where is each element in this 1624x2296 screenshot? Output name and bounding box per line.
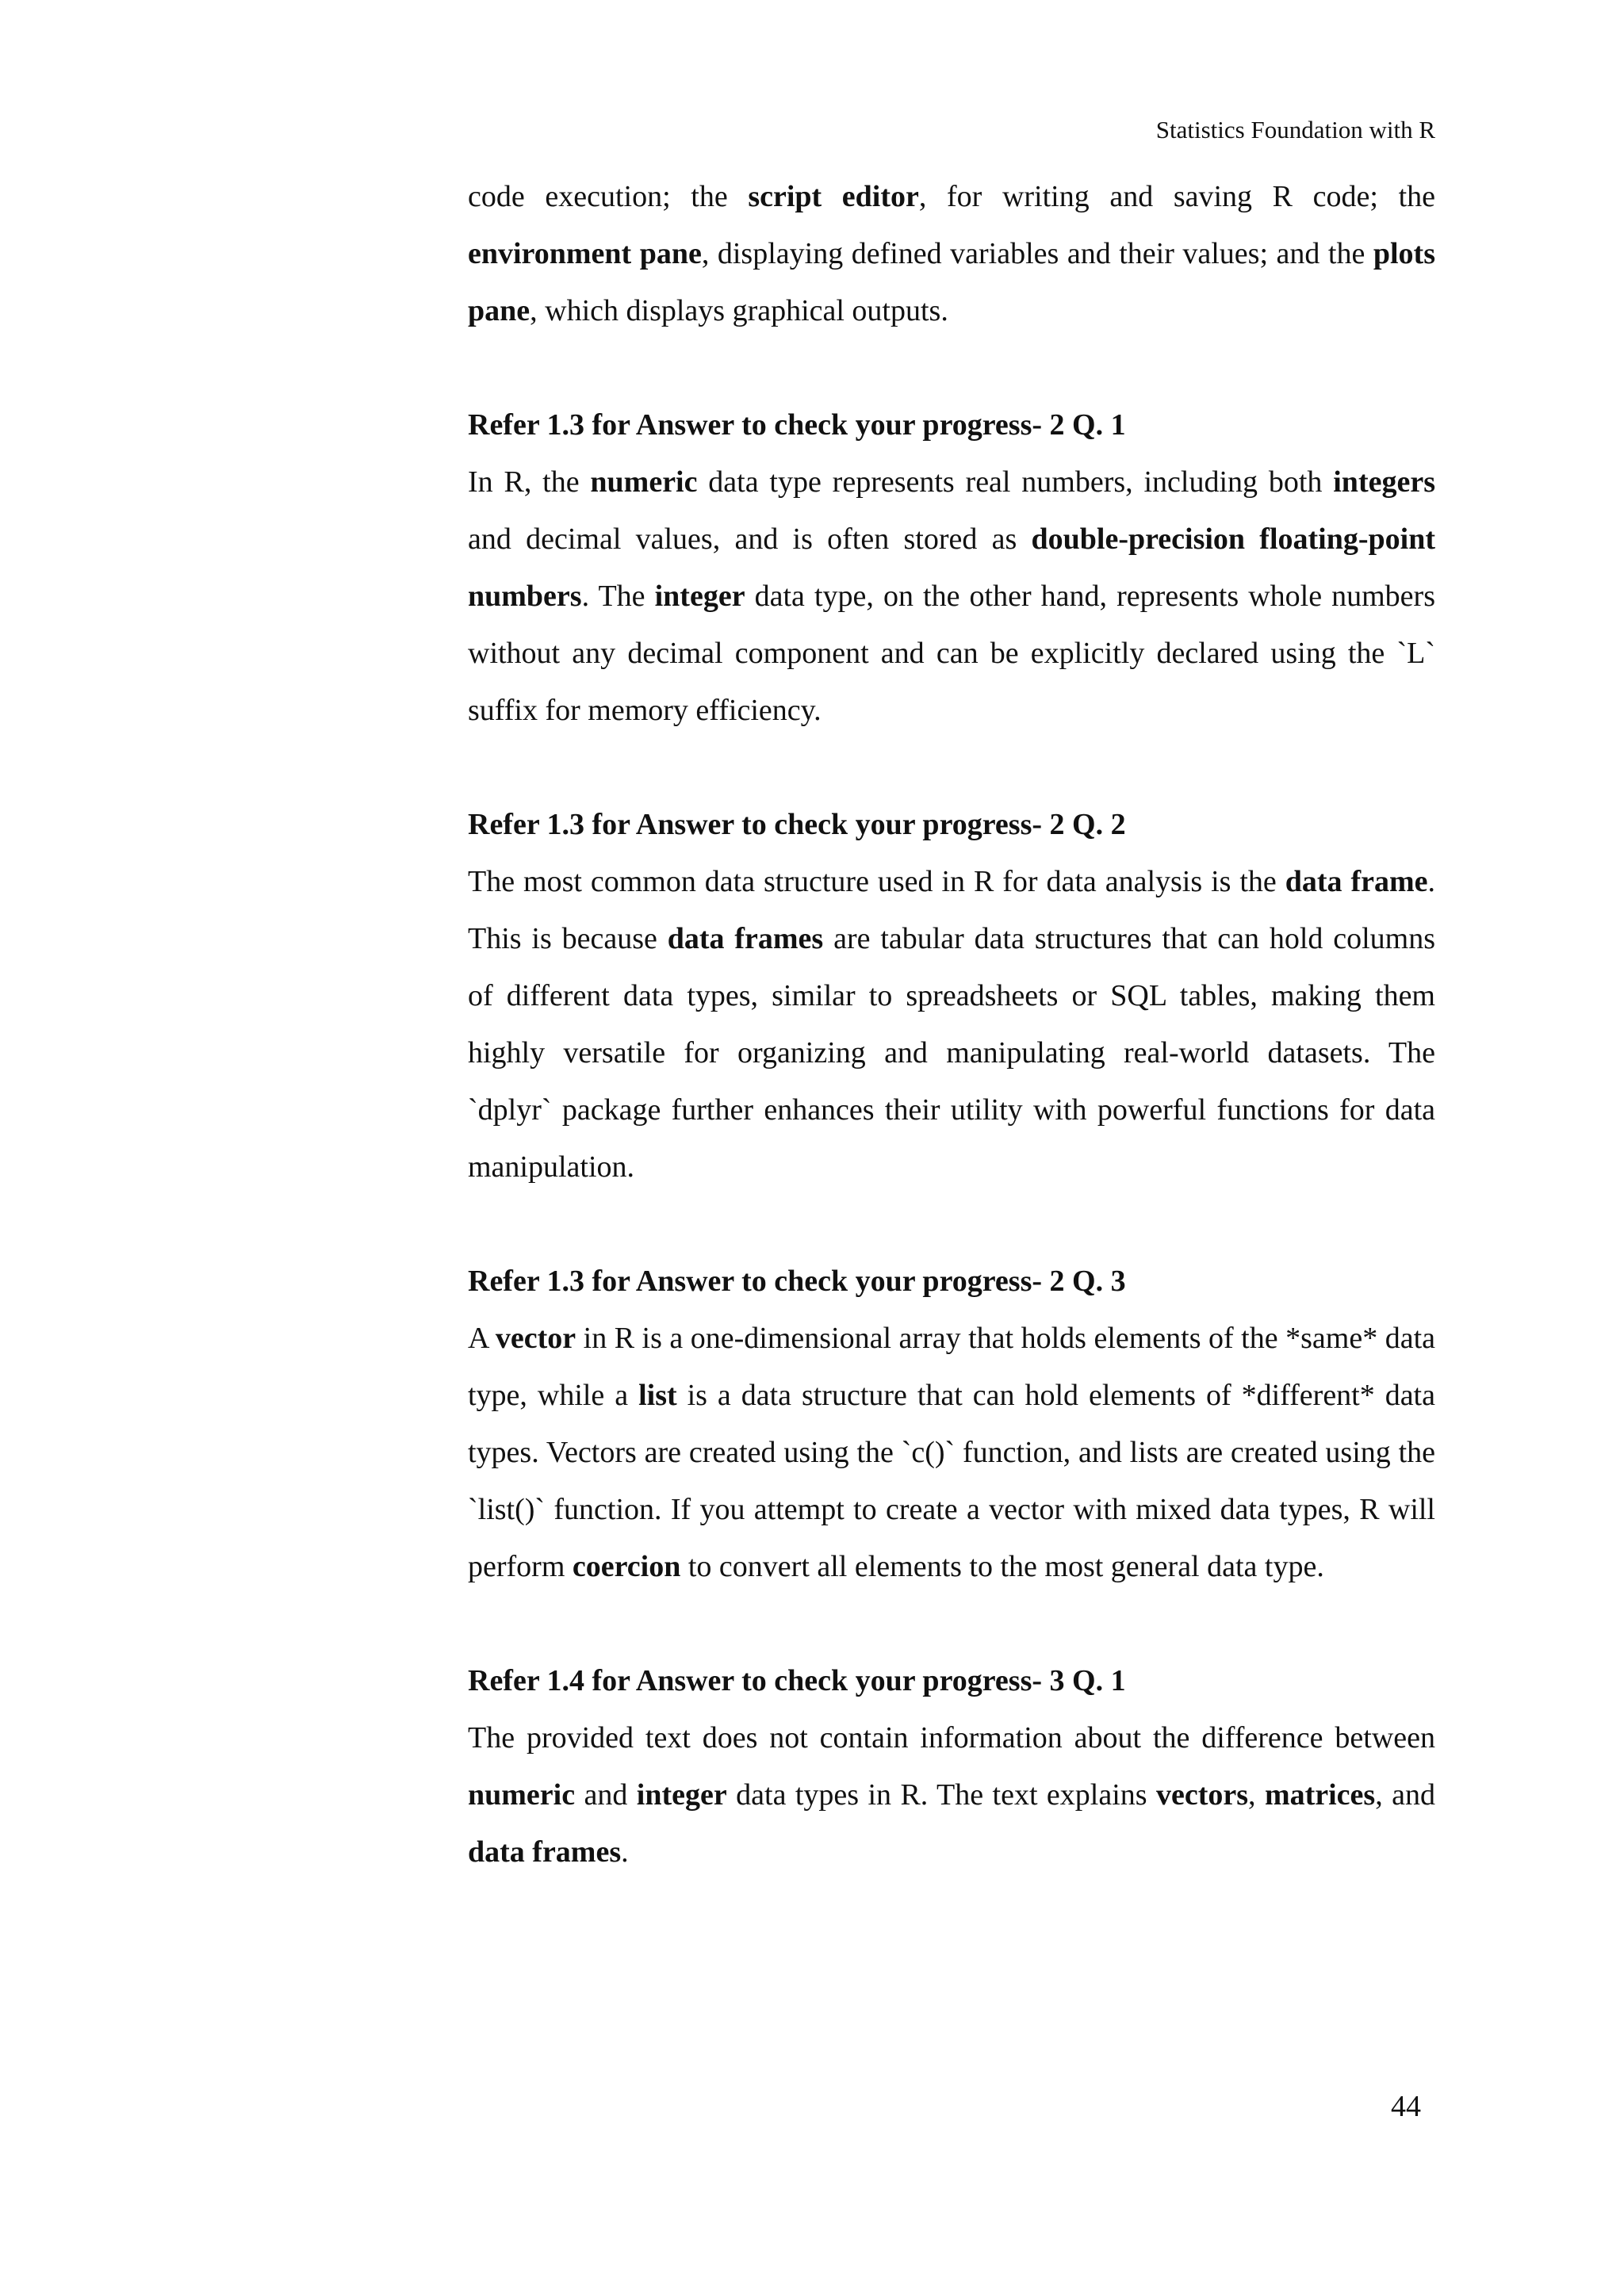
section-heading: Refer 1.3 for Answer to check your progress- 2 Q. 2 bbox=[468, 808, 1126, 841]
bold-term: vector bbox=[495, 1322, 576, 1355]
bold-term: environment pane bbox=[468, 237, 702, 270]
text-run: data type represents real numbers, including both bbox=[697, 465, 1334, 499]
page-body bbox=[468, 168, 1435, 1881]
text-run: , which displays graphical outputs. bbox=[530, 294, 948, 327]
intro-paragraph bbox=[468, 168, 1435, 339]
text-run: and bbox=[575, 1778, 637, 1812]
bold-term: integer bbox=[654, 580, 745, 613]
running-header: Statistics Foundation with R bbox=[1155, 116, 1435, 144]
text-run: , displaying defined variables and their values; and the bbox=[701, 237, 1373, 270]
bold-term: double-precision floating-point numbers bbox=[468, 522, 1435, 613]
bold-term: numeric bbox=[590, 465, 698, 499]
section-paragraph bbox=[468, 453, 1435, 739]
text-run: and decimal values, and is often stored as bbox=[468, 522, 1032, 556]
text-run: data type, on the other hand, represents whole numbers without any decimal component and can be explicitly declared using the `L` suffix for memory efficiency. bbox=[468, 580, 1435, 727]
bold-term: data frames bbox=[667, 922, 824, 955]
text-run: . The bbox=[581, 580, 655, 613]
bold-term: vectors bbox=[1155, 1778, 1249, 1812]
section-paragraph bbox=[468, 1709, 1435, 1881]
section-paragraph bbox=[468, 1310, 1435, 1595]
page-number: 44 bbox=[1391, 2090, 1421, 2123]
bold-term: coercion bbox=[572, 1550, 681, 1583]
text-run: is a data structure that can hold elements of *different* data types. Vectors are created using the `c()` function, and lists are created using the `list()` function. If you attempt to create a vector with mixed data types, R will perform bbox=[468, 1379, 1435, 1583]
text-run: , for writing and saving R code; the bbox=[918, 180, 1435, 213]
section-heading: Refer 1.4 for Answer to check your progress- 3 Q. 1 bbox=[468, 1664, 1126, 1697]
text-run: , bbox=[1248, 1778, 1265, 1812]
text-run: , and bbox=[1375, 1778, 1436, 1812]
section-heading: Refer 1.3 for Answer to check your progress- 2 Q. 1 bbox=[468, 408, 1126, 442]
section-gap bbox=[468, 1196, 1435, 1253]
bold-term: plots pane bbox=[468, 237, 1435, 327]
bold-term: script editor bbox=[748, 180, 919, 213]
text-run: The provided text does not contain information about the difference between bbox=[468, 1721, 1435, 1755]
text-run: data types in R. The text explains bbox=[726, 1778, 1156, 1812]
text-run: In R, the bbox=[468, 465, 591, 499]
bold-term: data frames bbox=[468, 1835, 622, 1869]
text-run: are tabular data structures that can hold columns of different data types, similar to spreadsheets or SQL tables, making them highly versatile for organizing and manipulating real-world datasets. The `dplyr` package further enhances their utility with powerful functions for data manipulation. bbox=[468, 922, 1436, 1184]
bold-term: numeric bbox=[468, 1778, 576, 1812]
bold-term: matrices bbox=[1264, 1778, 1376, 1812]
section-heading: Refer 1.3 for Answer to check your progress- 2 Q. 3 bbox=[468, 1265, 1126, 1298]
section-gap bbox=[468, 339, 1435, 396]
bold-term: list bbox=[638, 1379, 677, 1412]
section-gap bbox=[468, 739, 1435, 796]
bold-term: data frame bbox=[1285, 865, 1428, 898]
text-run: to convert all elements to the most general data type. bbox=[680, 1550, 1324, 1583]
bold-term: integer bbox=[636, 1778, 727, 1812]
text-run: code execution; the bbox=[468, 180, 749, 213]
text-run: . bbox=[621, 1835, 629, 1869]
text-run: . This is because bbox=[468, 865, 1436, 955]
text-run: in R is a one-dimensional array that holds elements of the *same* data type, while a bbox=[468, 1322, 1435, 1412]
bold-term: integers bbox=[1333, 465, 1435, 499]
text-run: The most common data structure used in R for data analysis is the bbox=[468, 865, 1285, 898]
section-gap bbox=[468, 1595, 1435, 1652]
text-run: A bbox=[468, 1322, 496, 1355]
section-paragraph bbox=[468, 853, 1435, 1196]
